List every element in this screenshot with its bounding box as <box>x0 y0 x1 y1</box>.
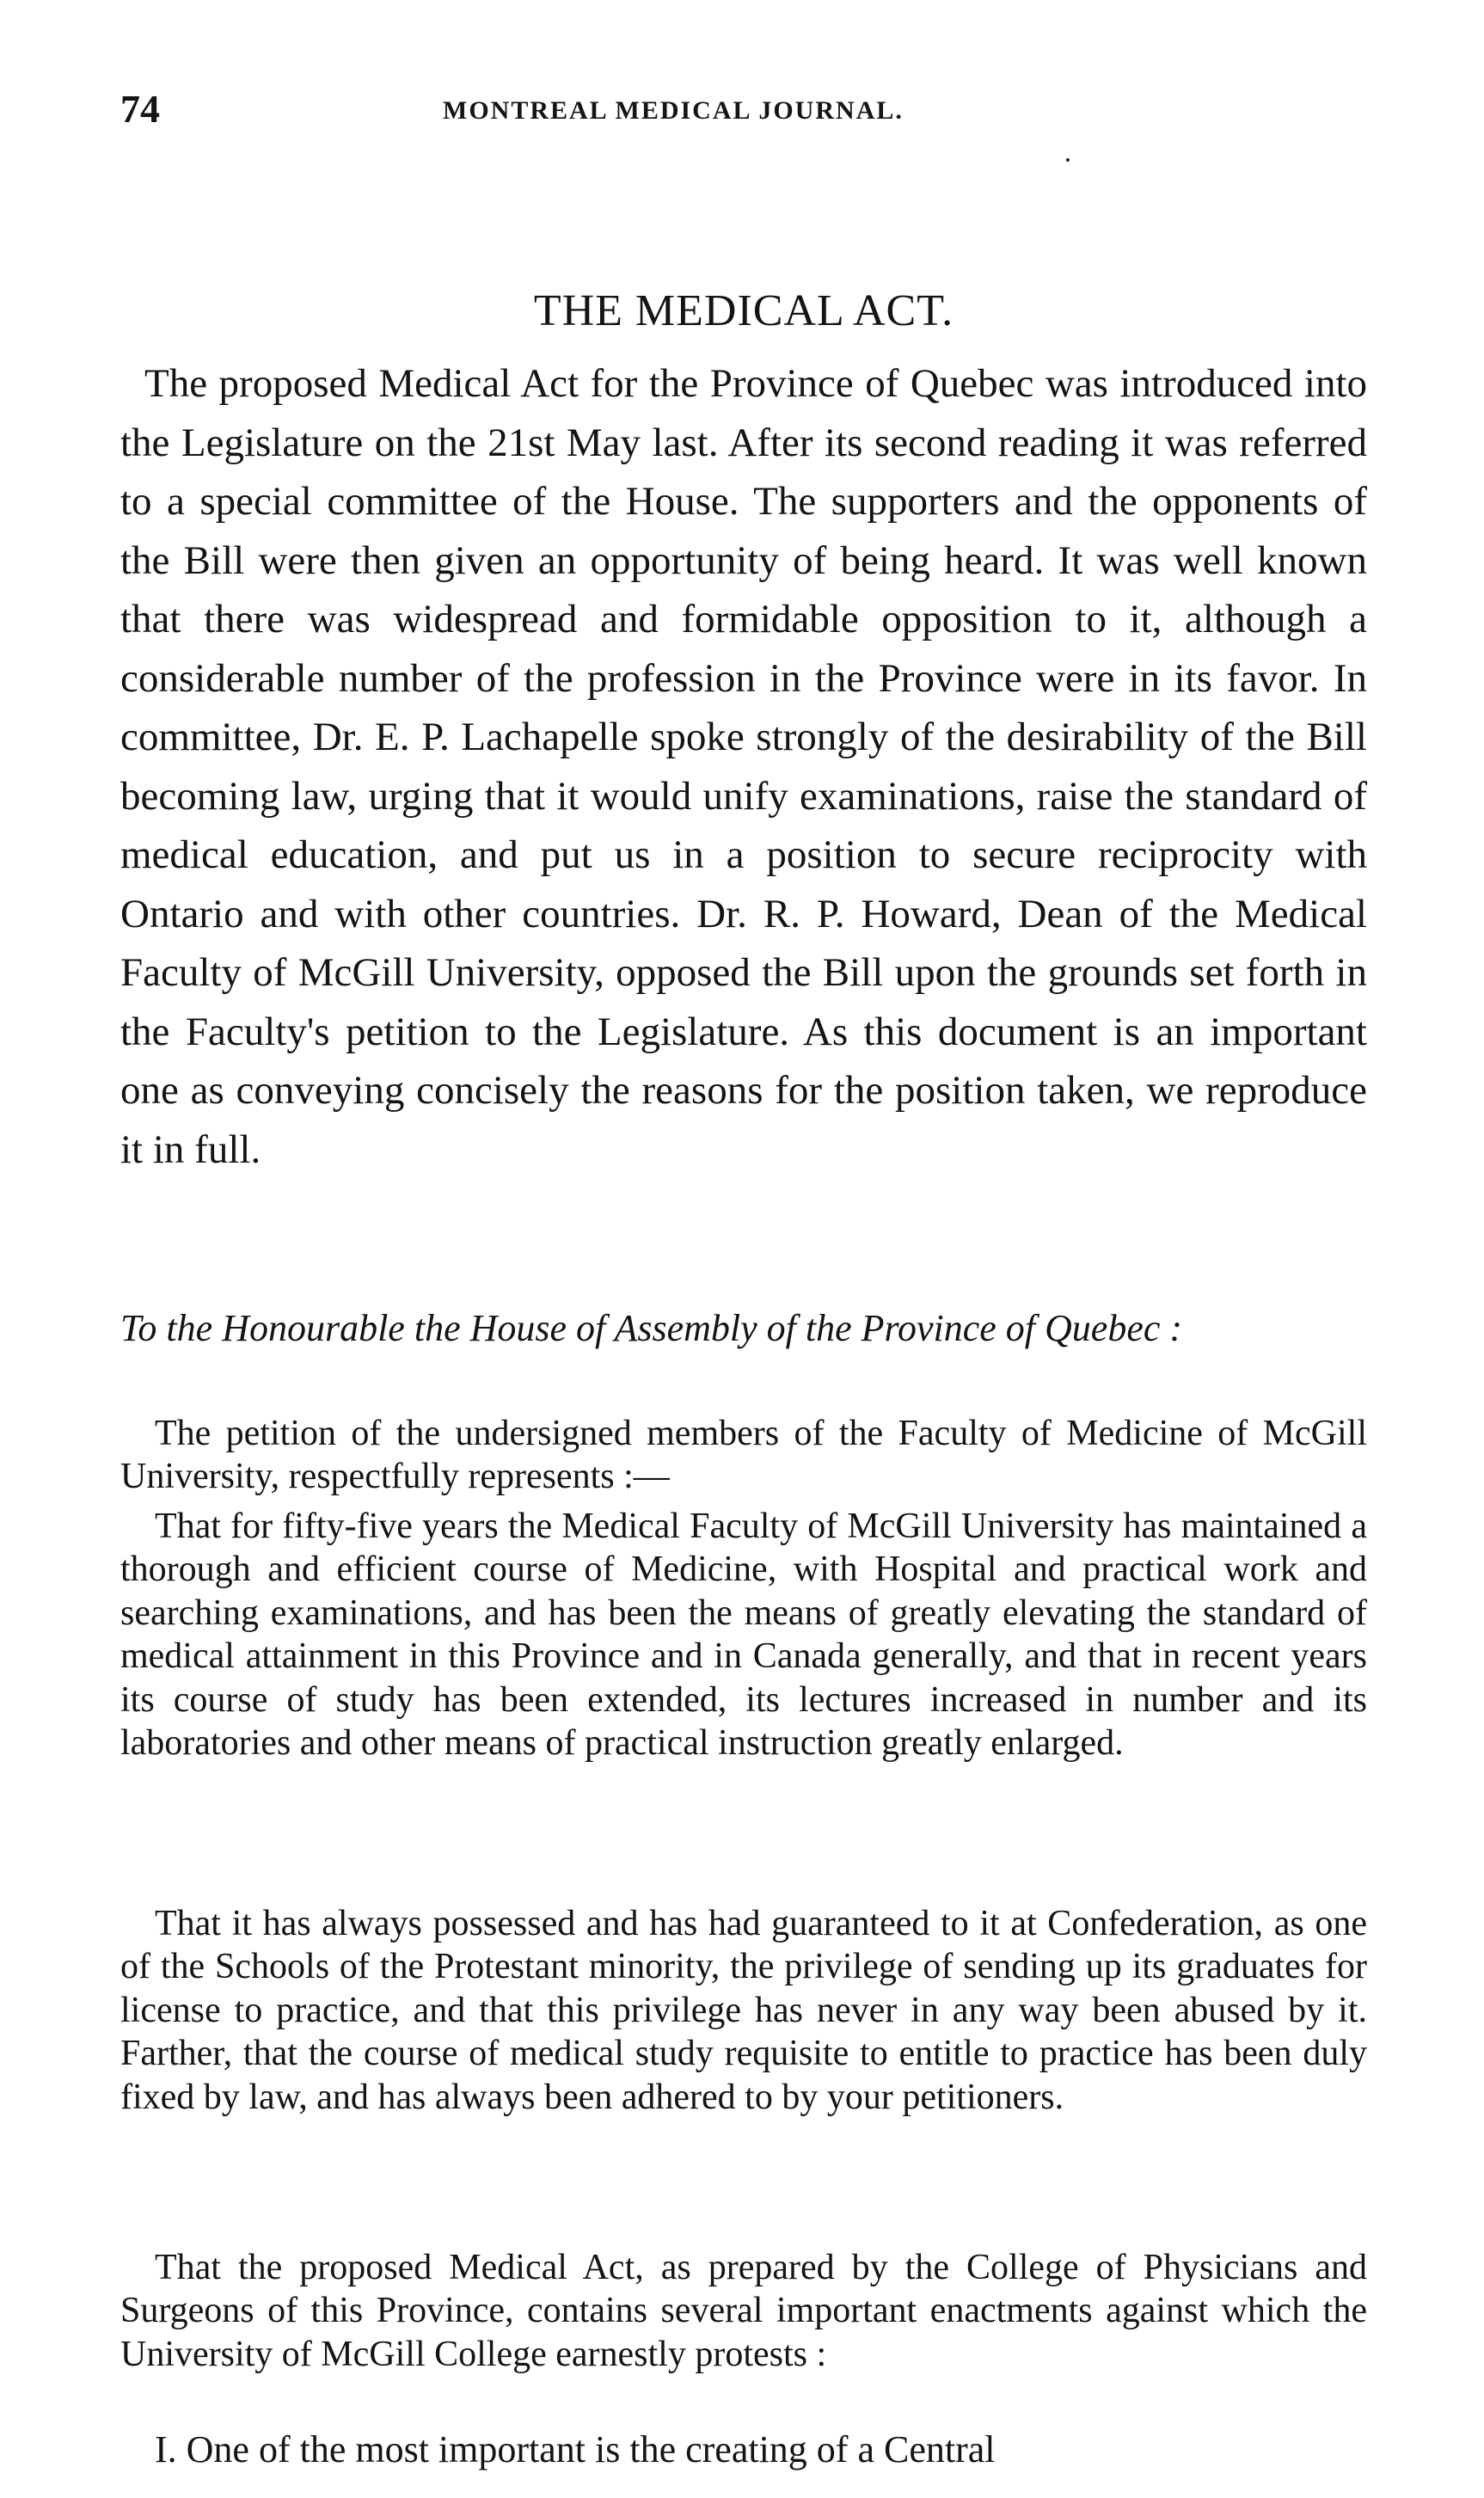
page-number: 74 <box>120 87 160 131</box>
journal-page <box>120 86 1367 2470</box>
journal-title: MONTREAL MEDICAL JOURNAL. <box>443 96 904 125</box>
petition-paragraph: That the proposed Medical Act, as prepared by the College of Physicians and Surgeons of this Province, contains several important enactments against which the University of McGill College earnestly protests : <box>120 2248 1367 2374</box>
petition-paragraph: That it has always possessed and has had guaranteed to it at Confederation, as one of the Schools of the Protestant minority, the privilege of sending up its graduates for license to practice, and that this privilege has never in any way been abused by it. Farther, that the course of medical study requisite to entitle to practice has been duly fixed by law, and has always been adhered to by your petitioners. <box>120 1904 1367 2117</box>
petition-paragraph: The petition of the undersigned members of the Faculty of Medicine of McGill University, respectfully represents :— <box>120 1414 1367 1497</box>
article-intro-paragraph: The proposed Medical Act for the Province of Quebec was introduced into the Legislature on the 21st May last. After its second reading it was referred to a special committee of the House. The supporters and the opponents of the Bill were then given an opportunity of being heard. It was well known that there was widespread and formidable opposition to it, although a considerable number of the profession in the Province were in its favor. In committee, Dr. E. P. Lachapelle spoke strongly of the desirability of the Bill becoming law, urging that it would unify examinations, raise the standard of medical education, and put us in a position to secure reciprocity with Ontario and with other countries. Dr. R. P. Howard, Dean of the Medical Faculty of McGill University, opposed the Bill upon the grounds set forth in the Faculty's petition to the Legislature. As this document is an important one as conveying concisely the reasons for the position taken, we reproduce it in full. <box>120 361 1367 1172</box>
article-title: THE MEDICAL ACT. <box>533 286 954 335</box>
petition-paragraph: I. One of the most important is the creating of a Central <box>155 2428 996 2470</box>
running-head <box>120 86 1367 138</box>
petition-address: To the Honourable the House of Assembly of the Province of Quebec : <box>120 1307 1183 1349</box>
petition-paragraph: That for fifty-five years the Medical Faculty of McGill University has maintained a thorough and efficient course of Medicine, with Hospital and practical work and searching examinations, and has been the means of greatly elevating the standard of medical attainment in this Province and in Canada generally, and that in recent years its course of study has been extended, its lectures increased in number and its laboratories and other means of practical instruction greatly enlarged. <box>120 1507 1367 1764</box>
print-speck <box>1066 158 1070 162</box>
